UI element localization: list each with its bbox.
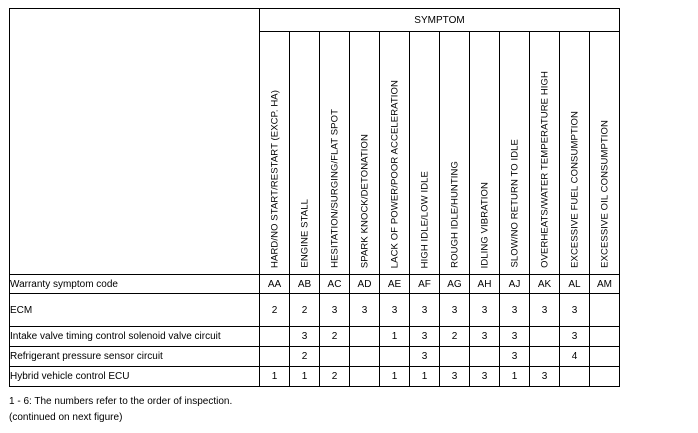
column-header (560, 32, 590, 275)
column-header-label: SPARK KNOCK/DETONATION (359, 133, 370, 268)
table-cell (590, 347, 620, 367)
column-header (380, 32, 410, 275)
column-header-label: EXCESSIVE OIL CONSUMPTION (599, 120, 610, 268)
table-cell: 2 (440, 327, 470, 347)
table-cell: 3 (530, 294, 560, 327)
table-cell: 3 (410, 294, 440, 327)
row-label: Hybrid vehicle control ECU (10, 367, 260, 387)
table-cell (350, 347, 380, 367)
table-cell (320, 347, 350, 367)
column-header-label: HARD/NO START/RESTART (EXCP. HA) (269, 90, 280, 268)
table-cell: AH (470, 275, 500, 294)
table-cell: 3 (560, 327, 590, 347)
table-cell (440, 347, 470, 367)
table-cell: 3 (440, 367, 470, 387)
continued-note: (continued on next figure) (9, 412, 123, 423)
table-cell: 3 (530, 367, 560, 387)
table-cell: 2 (320, 367, 350, 387)
column-header-label: HIGH IDLE/LOW IDLE (419, 170, 430, 268)
table-cell: 3 (470, 367, 500, 387)
column-header-label: HESITATION/SURGING/FLAT SPOT (329, 109, 340, 268)
table-cell: 3 (500, 327, 530, 347)
table-cell: 3 (290, 327, 320, 347)
table-cell: 2 (290, 294, 320, 327)
table-cell: AL (560, 275, 590, 294)
row-label: ECM (10, 294, 260, 327)
table-cell: AJ (500, 275, 530, 294)
table-cell (350, 367, 380, 387)
table-row (10, 347, 620, 367)
symptom-group-header: SYMPTOM (260, 9, 620, 32)
corner-cell (10, 9, 260, 275)
table-cell (590, 327, 620, 347)
table-cell: 2 (290, 347, 320, 367)
table-cell: 1 (290, 367, 320, 387)
table-row (10, 367, 620, 387)
column-header (320, 32, 350, 275)
table-cell (530, 347, 560, 367)
table-cell: 2 (320, 327, 350, 347)
table-row (10, 327, 620, 347)
table-cell: AG (440, 275, 470, 294)
column-header (500, 32, 530, 275)
table-cell: AA (260, 275, 290, 294)
column-header (590, 32, 620, 275)
table-cell: 3 (560, 294, 590, 327)
symptom-table (9, 8, 620, 387)
table-cell: 2 (260, 294, 290, 327)
table-cell (350, 327, 380, 347)
column-header (290, 32, 320, 275)
column-header-label: EXCESSIVE FUEL CONSUMPTION (569, 111, 580, 268)
row-label: Warranty symptom code (10, 275, 260, 294)
column-header-label: OVERHEATS/WATER TEMPERATURE HIGH (539, 71, 550, 268)
table-cell: 3 (380, 294, 410, 327)
column-header (440, 32, 470, 275)
column-header-label: SLOW/NO RETURN TO IDLE (509, 139, 520, 268)
table-cell: 1 (380, 327, 410, 347)
table-cell: AB (290, 275, 320, 294)
table-cell (380, 347, 410, 367)
table-cell: 1 (260, 367, 290, 387)
row-label: Intake valve timing control solenoid valve circuit (10, 327, 260, 347)
table-cell: 3 (410, 347, 440, 367)
table-cell: 3 (350, 294, 380, 327)
table-cell: AM (590, 275, 620, 294)
column-header (260, 32, 290, 275)
column-header-label: ROUGH IDLE/HUNTING (449, 161, 460, 268)
table-cell: AF (410, 275, 440, 294)
table-cell: AD (350, 275, 380, 294)
table-cell: 3 (500, 347, 530, 367)
table-cell: 1 (500, 367, 530, 387)
column-header-label: IDLING VIBRATION (479, 181, 490, 268)
column-header (350, 32, 380, 275)
table-row (10, 294, 620, 327)
table-cell: 3 (470, 327, 500, 347)
inspection-order-note: 1 - 6: The numbers refer to the order of inspection. (9, 396, 233, 407)
column-header-label: ENGINE STALL (299, 199, 310, 268)
table-cell (260, 327, 290, 347)
table-body (10, 275, 620, 387)
row-label: Refrigerant pressure sensor circuit (10, 347, 260, 367)
table-cell (260, 347, 290, 367)
column-header (410, 32, 440, 275)
table-cell: 3 (440, 294, 470, 327)
table-cell (560, 367, 590, 387)
table-cell (590, 294, 620, 327)
table-cell (530, 327, 560, 347)
warranty-code-row (10, 275, 620, 294)
table-cell: AK (530, 275, 560, 294)
table-cell: AE (380, 275, 410, 294)
table-cell: 3 (320, 294, 350, 327)
table-cell: 1 (380, 367, 410, 387)
column-header-label: LACK OF POWER/POOR ACCELERATION (389, 79, 400, 268)
table-cell: 1 (410, 367, 440, 387)
column-header (530, 32, 560, 275)
table-cell (590, 367, 620, 387)
table-cell (470, 347, 500, 367)
table-cell: 4 (560, 347, 590, 367)
column-header (470, 32, 500, 275)
table-cell: 3 (500, 294, 530, 327)
table-cell: 3 (470, 294, 500, 327)
table-cell: 3 (410, 327, 440, 347)
table-cell: AC (320, 275, 350, 294)
